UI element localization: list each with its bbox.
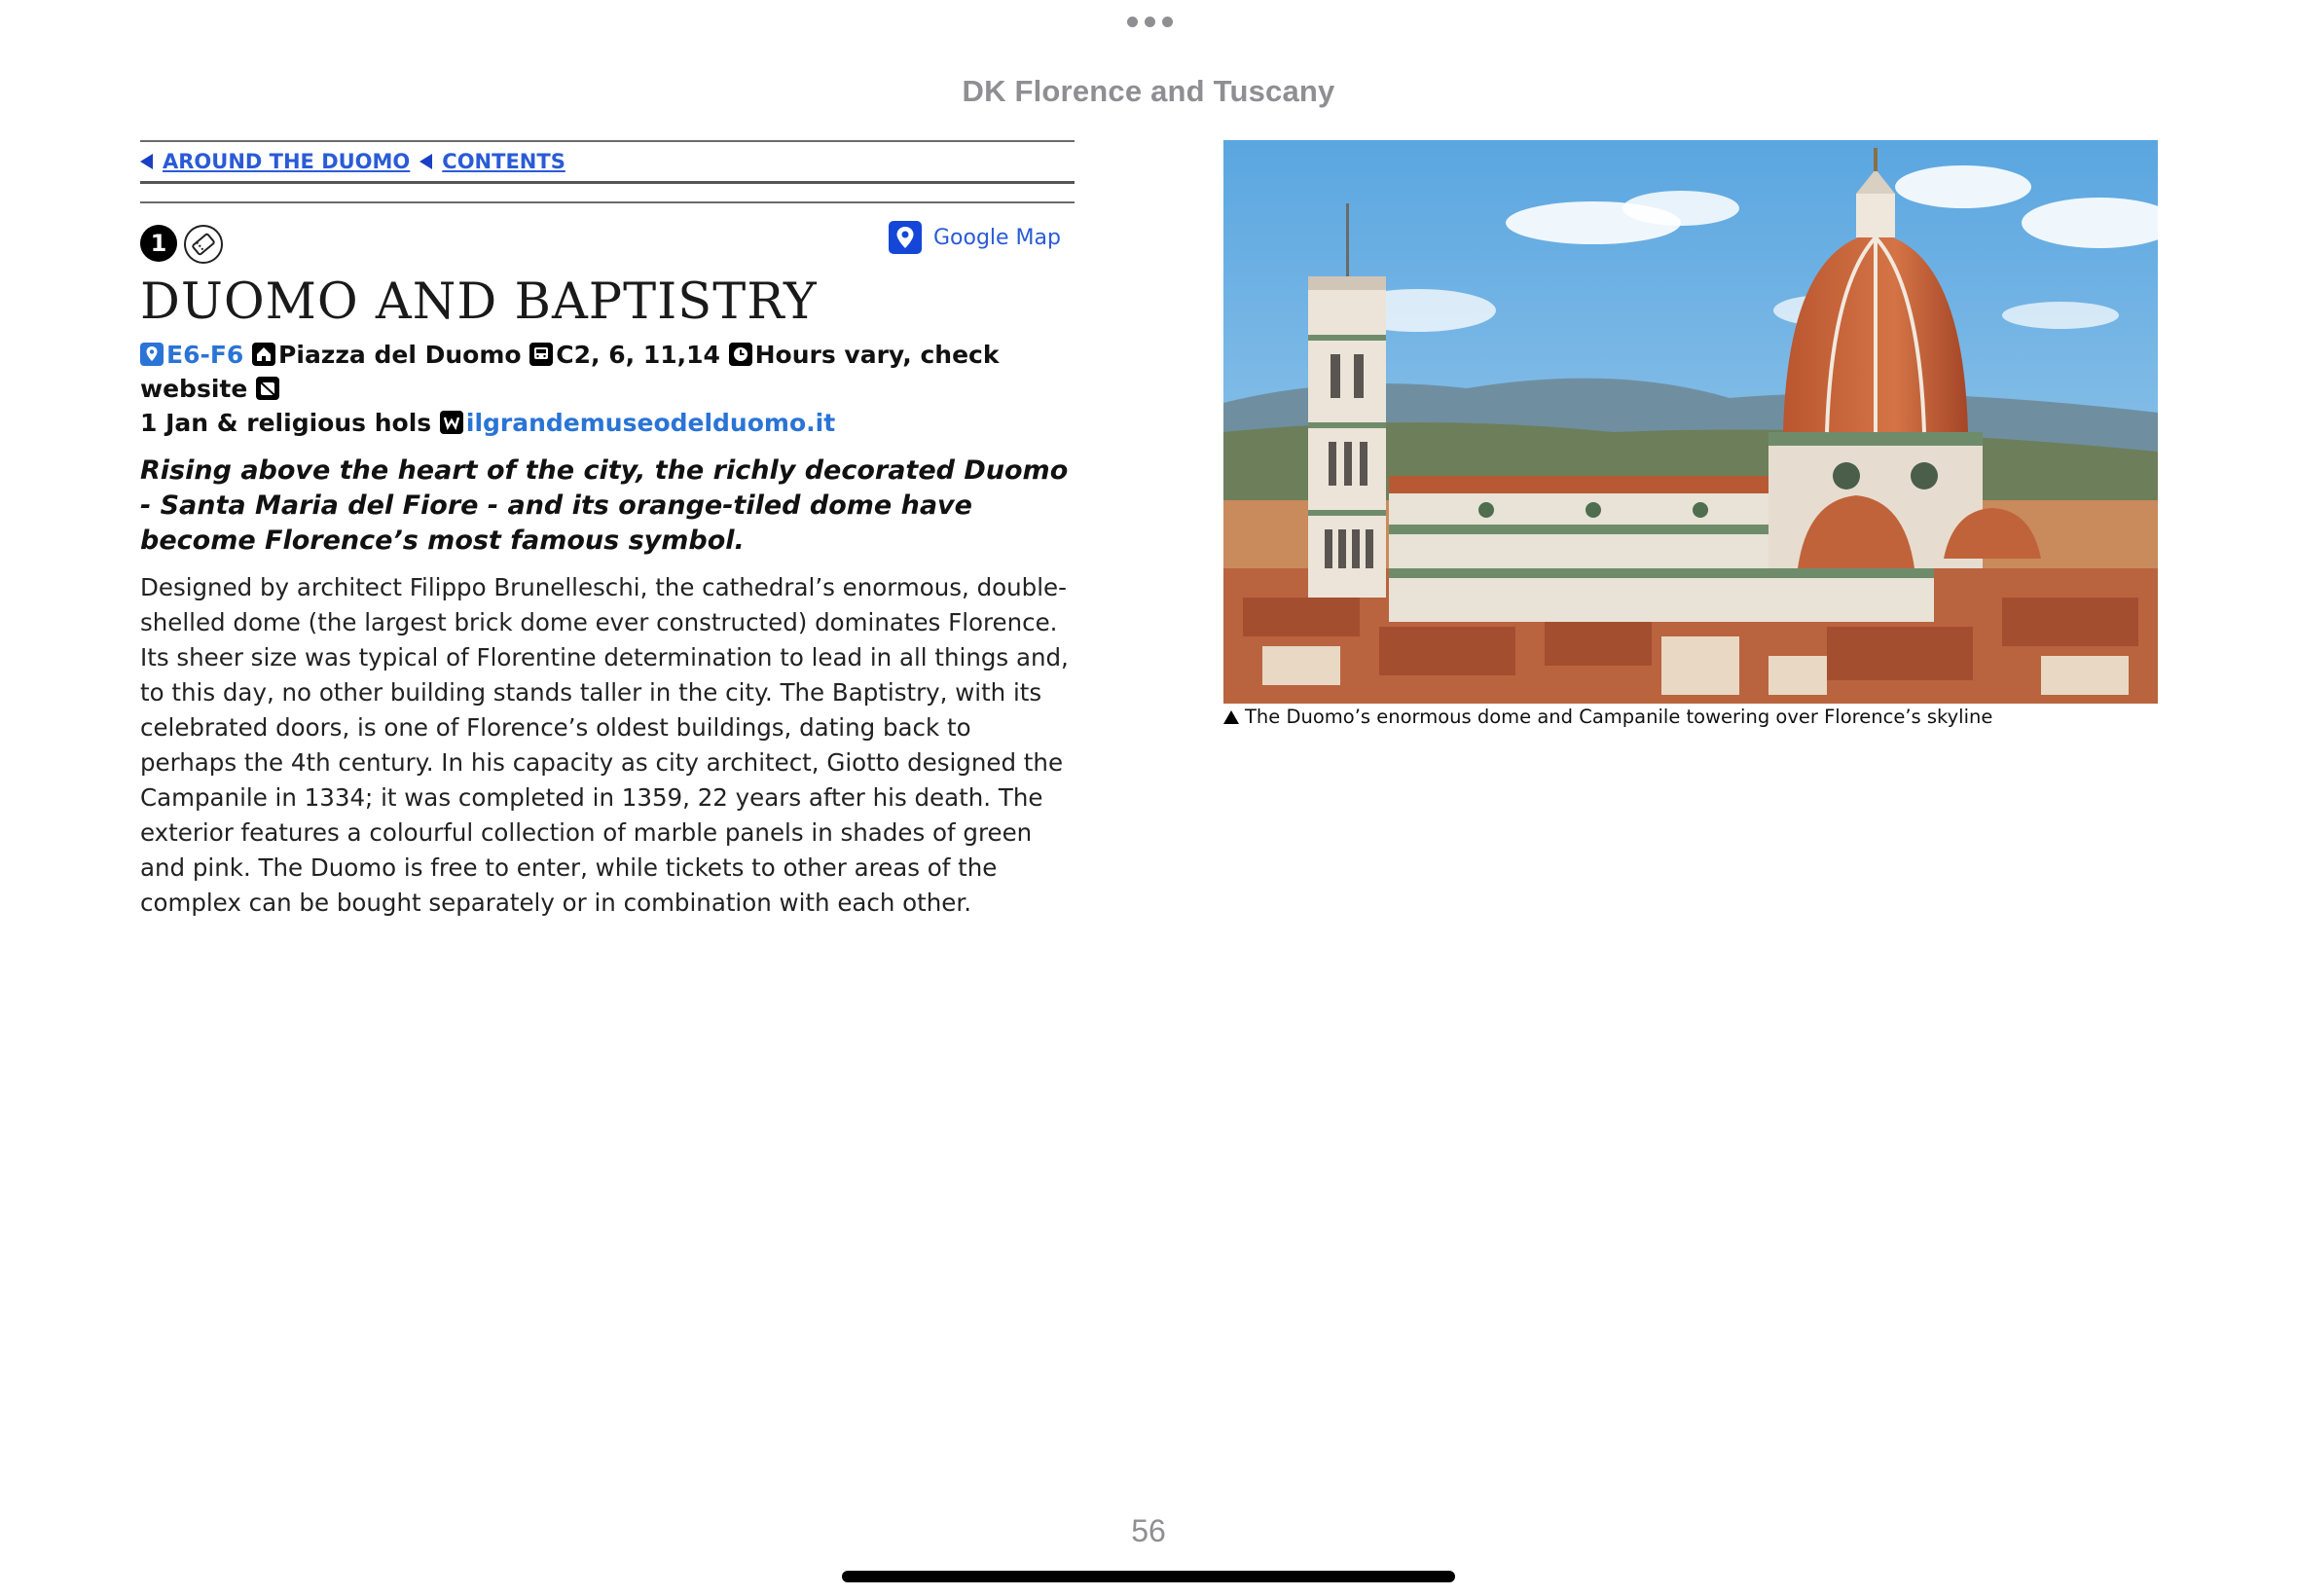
caption-triangle-icon xyxy=(1223,710,1239,724)
breadcrumb-around-the-duomo-link[interactable]: AROUND THE DUOMO xyxy=(163,150,411,173)
google-map-link[interactable] xyxy=(889,221,1061,254)
duomo-photo xyxy=(1223,140,2158,704)
visitor-info xyxy=(140,338,1075,440)
home-indicator[interactable] xyxy=(842,1571,1455,1582)
breadcrumb-contents-link[interactable]: CONTENTS xyxy=(442,150,565,173)
ticket-icon xyxy=(184,225,223,264)
more-options-dots[interactable] xyxy=(1127,17,1173,27)
closed-days-text: 1 Jan & religious hols xyxy=(140,409,432,437)
photo-caption-text: The Duomo’s enormous dome and Campanile towering over Florence’s skyline xyxy=(1245,706,1993,728)
entry-number-badge: 1 xyxy=(140,225,177,262)
map-pin-icon xyxy=(140,343,164,366)
intro-paragraph: Rising above the heart of the city, the richly decorated Duomo - Santa Maria del Fiore - and its orange-tiled dome have become Florence’s most famous symbol. xyxy=(140,455,1069,556)
grid-reference[interactable]: E6-F6 xyxy=(166,341,244,369)
divider xyxy=(140,181,1075,184)
text-column xyxy=(140,140,1075,921)
dot-icon xyxy=(1127,17,1138,27)
website-link[interactable]: ilgrandemuseodelduomo.it xyxy=(465,409,836,437)
body-paragraph: Designed by architect Filippo Brunelleschi, the cathedral’s enormous, double-shelled dome (the largest brick dome ever constructed) dominates Florence. Its sheer size was typical of Florentine determination to lead in all things and, to this day, no other building stands taller in the city. The Baptistry, with its celebrated doors, is one of Florence’s oldest buildings, dating back to perhaps the 4th century. In his capacity as city architect, Giotto designed the Campanile in 1334; it was completed in 1359, 22 years after his death. The exterior features a colourful collection of marble panels in shades of green and pink. The Duomo is free to enter, while tickets to other areas of the complex can be bought separately or in combination with each other. xyxy=(140,573,1069,917)
back-triangle-icon xyxy=(419,154,432,169)
entry-icon-row xyxy=(140,221,1075,266)
web-icon xyxy=(440,411,463,434)
google-map-label: Google Map xyxy=(932,225,1061,250)
book-title: DK Florence and Tuscany xyxy=(962,74,1335,108)
page-title: DUOMO AND BAPTISTRY xyxy=(140,273,818,331)
clock-icon xyxy=(729,343,752,366)
photo-caption xyxy=(1223,704,2158,731)
bus-icon xyxy=(529,343,553,366)
dot-icon xyxy=(1145,17,1155,27)
home-icon xyxy=(252,343,275,366)
bus-routes-text: C2, 6, 11,14 xyxy=(556,341,720,369)
closed-calendar-icon xyxy=(256,377,279,400)
back-triangle-icon xyxy=(140,154,153,169)
divider xyxy=(140,201,1075,203)
google-map-pin-icon xyxy=(889,221,922,254)
page-number: 56 xyxy=(1131,1513,1166,1548)
hours-text: Hours vary, check website xyxy=(140,341,1000,403)
breadcrumb xyxy=(140,142,1075,181)
address-text: Piazza del Duomo xyxy=(278,341,522,369)
dot-icon xyxy=(1162,17,1173,27)
